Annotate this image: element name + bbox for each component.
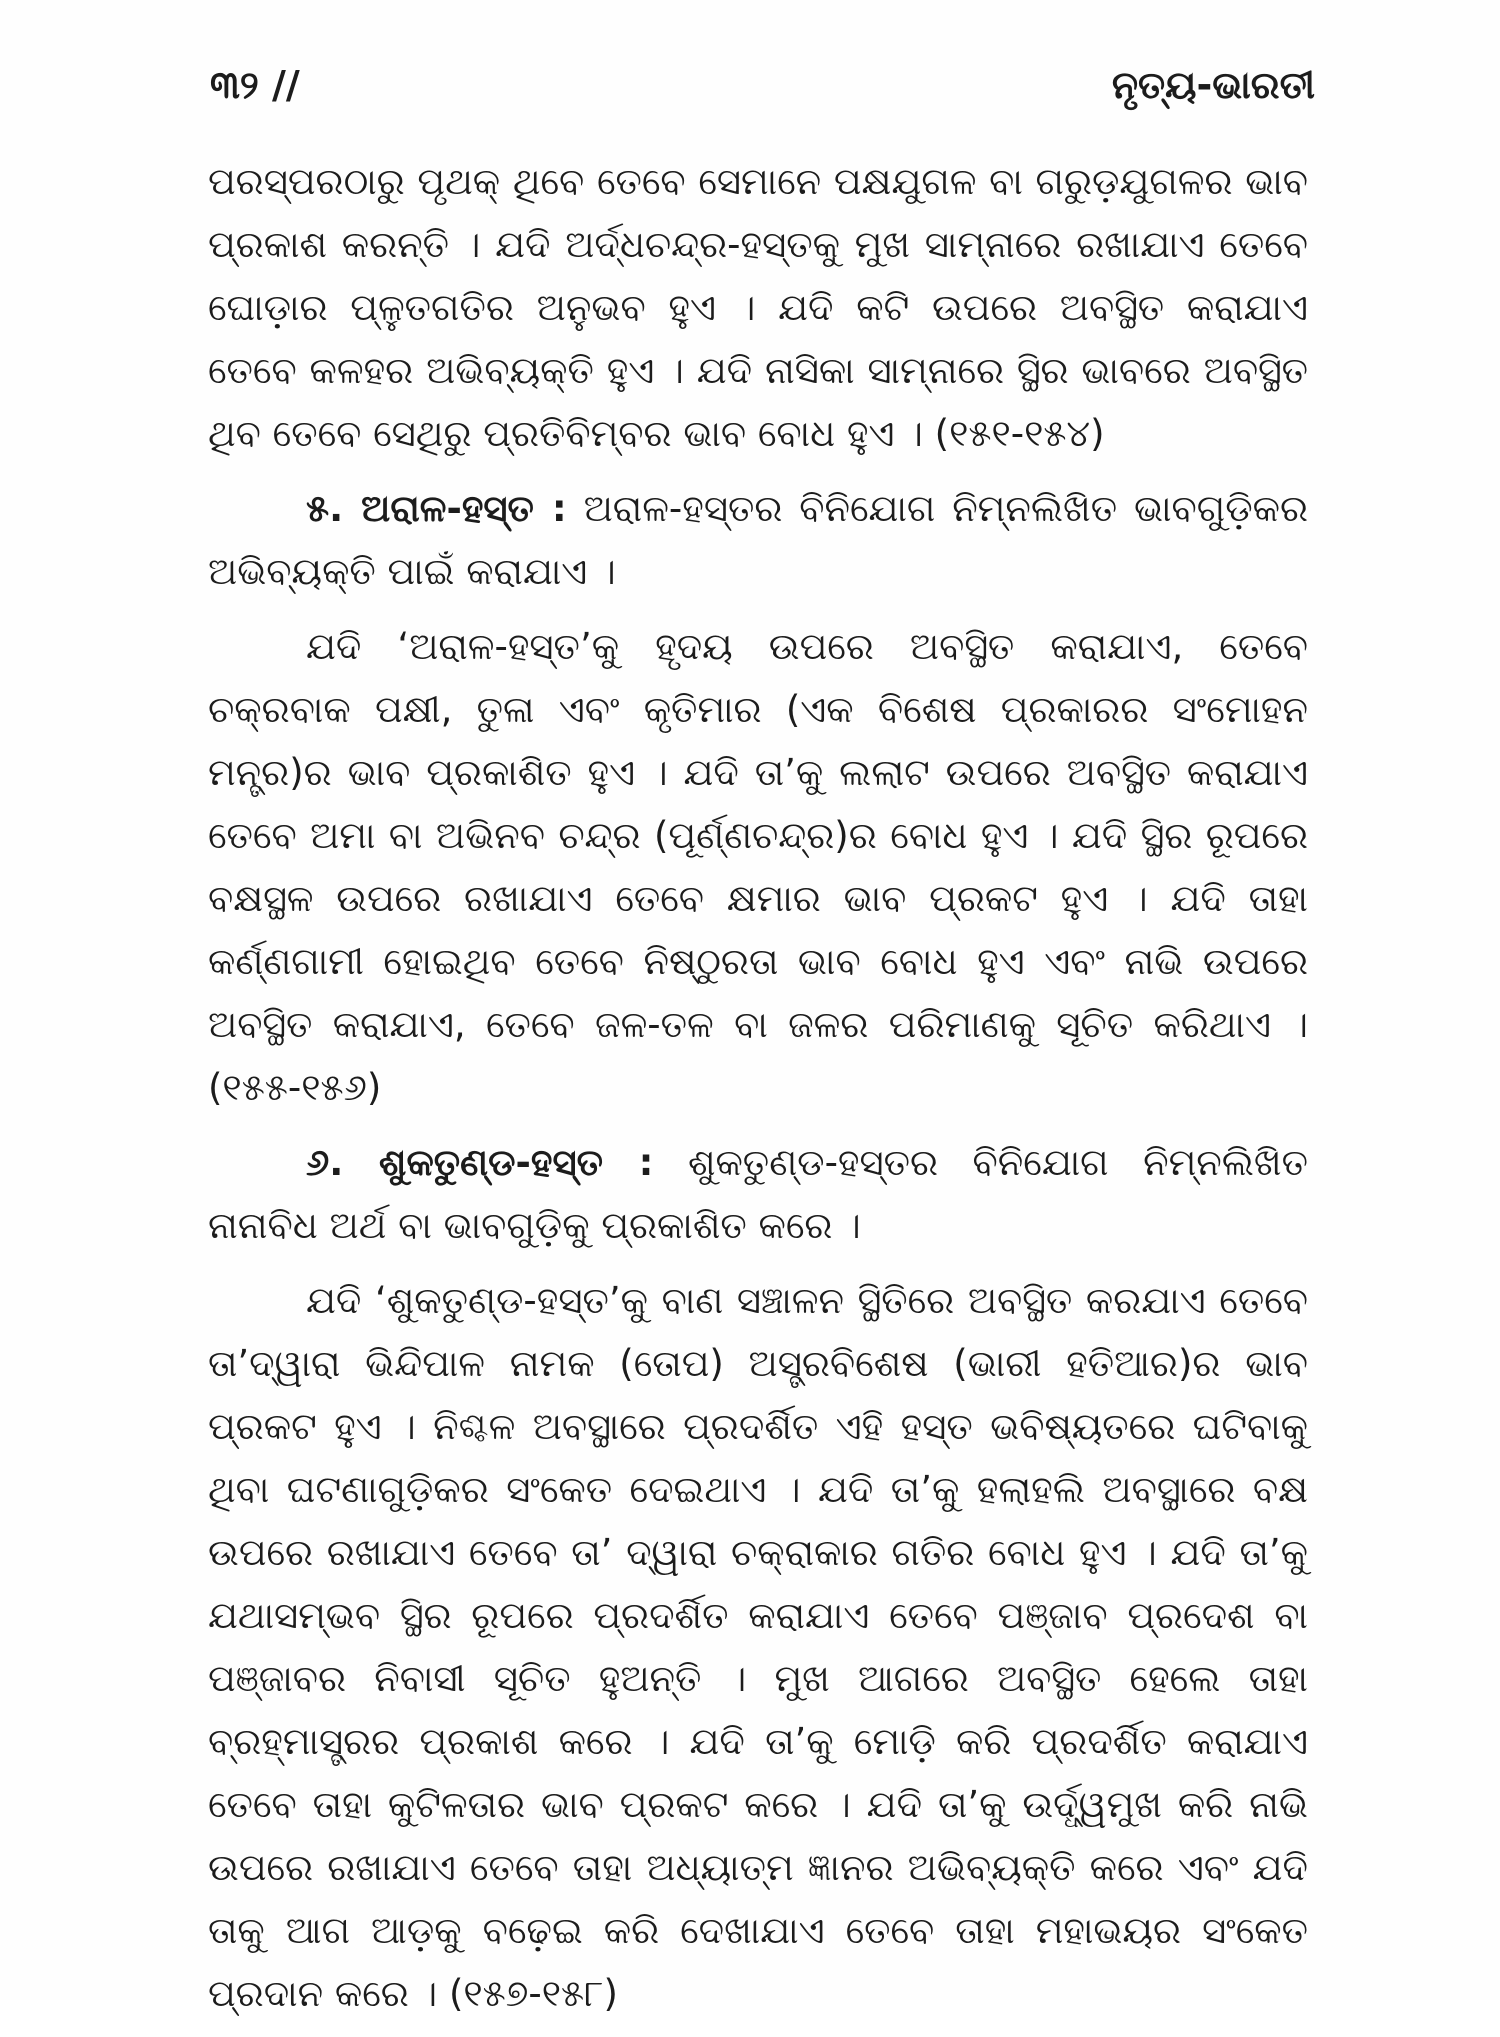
page-number: ୩୨ // bbox=[210, 62, 300, 107]
page-header bbox=[210, 55, 1315, 115]
paragraph-text: ଯଦି ‘ଶୁକତୁଣ୍ଡ-ହସ୍ତ’କୁ ବାଣ ସଞ୍ଚାଳନ ସ୍ଥିତିରେ ଅବସ୍ଥିତ କରଯାଏ ତେବେ ତା’ଦ୍ୱାରା ଭିନ୍ଦିପାଳ ନାମକ (ତୋପ) ଅସ୍ତ୍ରବିଶେଷ (ଭାରୀ ହତିଆର)ର ଭାବ ପ୍ରକଟ ହୁଏ । ନିଶ୍ଚଳ ଅବସ୍ଥାରେ ପ୍ରଦର୍ଶିତ ଏହି ହସ୍ତ ଭବିଷ୍ୟତରେ ଘଟିବାକୁ ଥିବା ଘଟଣାଗୁଡ଼ିକର ସଂକେତ ଦେଇଥାଏ । ଯଦି ତା’କୁ ହଲାହଲି ଅବସ୍ଥାରେ ବକ୍ଷ ଉପରେ ରଖାଯାଏ ତେବେ ତା’ ଦ୍ୱାରା ଚକ୍ରାକାର ଗତିର ବୋଧ ହୁଏ । ଯଦି ତା’କୁ ଯଥାସମ୍ଭବ ସ୍ଥିର ରୂପରେ ପ୍ରଦର୍ଶିତ କରାଯାଏ ତେବେ ପଞ୍ଜାବ ପ୍ରଦେଶ ବା ପଞ୍ଜାବର ନିବାସୀ ସୂଚିତ ହୁଅନ୍ତି । ମୁଖ ଆଗରେ ଅବସ୍ଥିତ ହେଲେ ତାହା ବ୍ରହ୍ମାସ୍ତ୍ରର ପ୍ରକାଶ କରେ । ଯଦି ତା’କୁ ମୋଡ଼ି କରି ପ୍ରଦର୍ଶିତ କରାଯାଏ ତେବେ ତାହା କୁଟିଳତାର ଭାବ ପ୍ରକଟ କରେ । ଯଦି ତା’କୁ ଉର୍ଦ୍ଧ୍ୱମୁଖ କରି ନାଭି ଉପରେ ରଖାଯାଏ ତେବେ ତାହା ଅଧ୍ୟାତ୍ମ ଜ୍ଞାନର ଅଭିବ୍ୟକ୍ତି କରେ ଏବଂ ଯଦି ତାକୁ ଆଗ ଆଡ଼କୁ ବଢ଼େଇ କରି ଦେଖାଯାଏ ତେବେ ତାହା ମହାଭୟର ସଂକେତ ପ୍ରଦାନ କରେ । (୧୫୭-୧୫୮) bbox=[208, 1279, 1308, 2015]
paragraph bbox=[208, 150, 1308, 465]
section-heading: ୬. ଶୁକତୁଣ୍ଡ-ହସ୍ତ : bbox=[306, 1141, 654, 1184]
section-paragraph bbox=[208, 1131, 1308, 1257]
section-heading: ୫. ଅରାଳ-ହସ୍ତ : bbox=[306, 487, 567, 530]
paragraph-text: ଅରାଳ-ହସ୍ତର ବିନିଯୋଗ ନିମ୍ନଲିଖିତ ଭାବଗୁଡ଼ିକର ଅଭିବ୍ୟକ୍ତି ପାଇଁ କରାଯାଏ । bbox=[208, 487, 1308, 593]
running-title: ନୃତ୍ୟ-ଭାରତୀ bbox=[1111, 62, 1315, 107]
section-paragraph bbox=[208, 477, 1308, 603]
paragraph bbox=[208, 615, 1308, 1119]
page-body bbox=[208, 150, 1308, 2037]
paragraph-text: ଯଦି ‘ଅରାଳ-ହସ୍ତ’କୁ ହୃଦୟ ଉପରେ ଅବସ୍ଥିତ କରାଯାଏ, ତେବେ ଚକ୍ରବାକ ପକ୍ଷୀ, ତୁଳା ଏବଂ କୃତିମାର (ଏକ ବିଶେଷ ପ୍ରକାରର ସଂମୋହନ ମନ୍ତ୍ର)ର ଭାବ ପ୍ରକାଶିତ ହୁଏ । ଯଦି ତା’କୁ ଲଲାଟ ଉପରେ ଅବସ୍ଥିତ କରାଯାଏ ତେବେ ଅମା ବା ଅଭିନବ ଚନ୍ଦ୍ର (ପୂର୍ଣ୍ଣଚନ୍ଦ୍ର)ର ବୋଧ ହୁଏ । ଯଦି ସ୍ଥିର ରୂପରେ ବକ୍ଷସ୍ଥଳ ଉପରେ ରଖାଯାଏ ତେବେ କ୍ଷମାର ଭାବ ପ୍ରକଟ ହୁଏ । ଯଦି ତାହା କର୍ଣ୍ଣଗାମୀ ହୋଇଥିବ ତେବେ ନିଷ୍ଠୁରତା ଭାବ ବୋଧ ହୁଏ ଏବଂ ନାଭି ଉପରେ ଅବସ୍ଥିତ କରାଯାଏ, ତେବେ ଜଳ-ତଳ ବା ଜଳର ପରିମାଣକୁ ସୂଚିତ କରିଥାଏ । (୧୫୫-୧୫୬) bbox=[208, 625, 1308, 1109]
paragraph-text: ଶୁକତୁଣ୍ଡ-ହସ୍ତର ବିନିଯୋଗ ନିମ୍ନଲିଖିତ ନାନାବିଧ ଅର୍ଥ ବା ଭାବଗୁଡ଼ିକୁ ପ୍ରକାଶିତ କରେ । bbox=[208, 1141, 1308, 1247]
paragraph-text: ପରସ୍ପରଠାରୁ ପୃଥକ୍ ଥିବେ ତେବେ ସେମାନେ ପକ୍ଷଯୁଗଳ ବା ଗରୁଡ଼ଯୁଗଳର ଭାବ ପ୍ରକାଶ କରନ୍ତି । ଯଦି ଅର୍ଦ୍ଧଚନ୍ଦ୍ର-ହସ୍ତକୁ ମୁଖ ସାମ୍ନାରେ ରଖାଯାଏ ତେବେ ଘୋଡ଼ାର ପ୍ଳୁତଗତିର ଅନୁଭବ ହୁଏ । ଯଦି କଟି ଉପରେ ଅବସ୍ଥିତ କରାଯାଏ ତେବେ କଳହର ଅଭିବ୍ୟକ୍ତି ହୁଏ । ଯଦି ନାସିକା ସାମ୍ନାରେ ସ୍ଥିର ଭାବରେ ଅବସ୍ଥିତ ଥିବ ତେବେ ସେଥିରୁ ପ୍ରତିବିମ୍ବର ଭାବ ବୋଧ ହୁଏ । (୧୫୧-୧୫୪) bbox=[208, 160, 1308, 455]
paragraph bbox=[208, 1269, 1308, 2025]
